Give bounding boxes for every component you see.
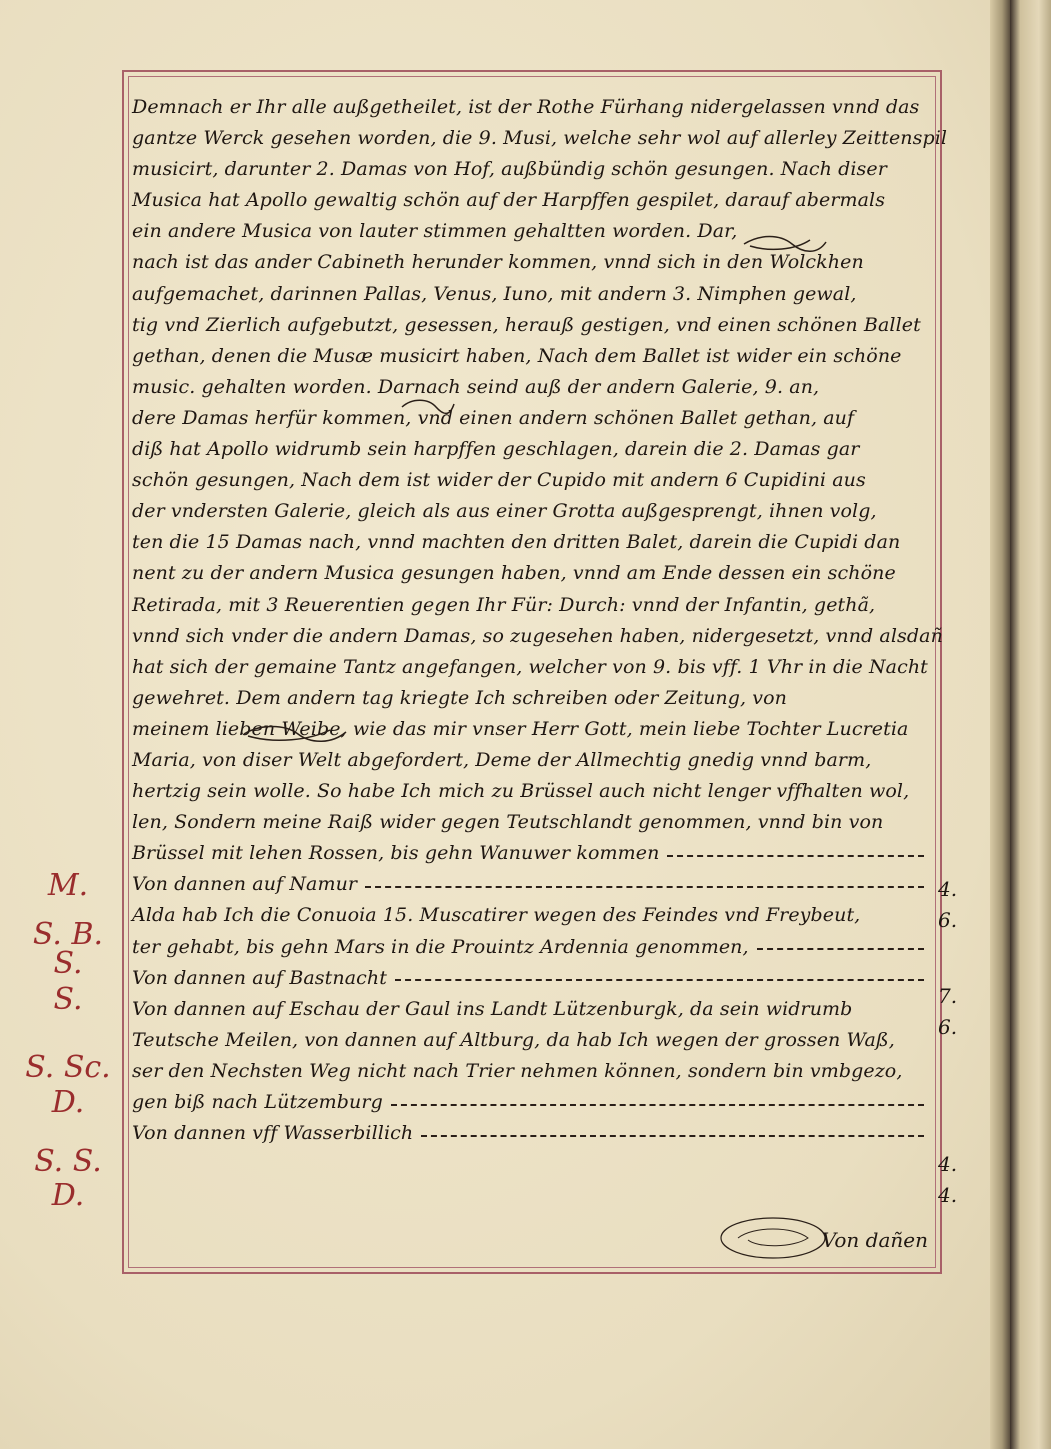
dash-leader xyxy=(667,855,924,857)
distance-line-text: Brüssel mit lehen Rossen, bis gehn Wanuwer kommen xyxy=(132,842,660,865)
text-line: ten die 15 Damas nach, vnnd machten den dritten Balet, darein die Cupidi dan xyxy=(132,531,901,554)
distance-line xyxy=(132,932,932,963)
mileage-number: 7. xyxy=(938,984,958,1008)
distance-line-text: ter gehabt, bis gehn Mars in die Prouintz Ardennia genommen, xyxy=(132,935,749,958)
margin-note: S. S. xyxy=(34,1144,102,1179)
text-line: nach ist das ander Cabineth herunder kommen, vnnd sich in den Wolckhen xyxy=(132,251,864,274)
catchword-text: Von dañen xyxy=(821,1228,928,1252)
dash-leader xyxy=(421,1135,924,1137)
margin-note: D. xyxy=(51,1178,85,1213)
margin-note: S. xyxy=(53,982,83,1017)
distance-line-text: ser den Nechsten Weg nicht nach Trier nehmen können, sondern bin vmbgezo, xyxy=(132,1059,903,1082)
distance-line xyxy=(132,1087,932,1118)
dash-leader xyxy=(757,948,924,950)
text-line: tig vnd Zierlich aufgebutzt, gesessen, herauß gestigen, vnd einen schönen Ballet xyxy=(132,313,921,336)
catchword xyxy=(718,1208,938,1268)
distance-line xyxy=(132,1118,932,1149)
margin-note: M. xyxy=(47,868,89,903)
text-line: aufgemachet, darinnen Pallas, Venus, Iuno, mit andern 3. Nimphen gewal, xyxy=(132,282,857,305)
text-line: gethan, denen die Musæ musicirt haben, Nach dem Ballet ist wider ein schöne xyxy=(132,344,902,367)
distance-line xyxy=(132,994,932,1025)
text-line: ein andere Musica von lauter stimmen gehaltten worden. Dar, xyxy=(132,220,738,243)
mileage-number: 6. xyxy=(938,1015,958,1039)
distance-line-text: Von dannen auf Eschau der Gaul ins Landt Lützenburgk, da sein widrumb xyxy=(132,997,853,1020)
distance-line xyxy=(132,838,932,869)
book-spine-shadow xyxy=(990,0,1010,1449)
mileage-number: 4. xyxy=(938,1152,958,1176)
flourish-ornament xyxy=(240,722,350,746)
distance-line xyxy=(132,1056,932,1087)
distance-line xyxy=(132,900,932,931)
margin-note: S. Sc. xyxy=(25,1050,111,1085)
distance-line-text: Von dannen auf Bastnacht xyxy=(132,966,387,989)
next-leaf-edge xyxy=(1010,0,1051,1449)
distance-line-text: Von dannen auf Namur xyxy=(132,873,358,896)
text-line: der vndersten Galerie, gleich als aus einer Grotta außgesprengt, ihnen volg, xyxy=(132,500,877,523)
distance-line-text: gen biß nach Lützemburg xyxy=(132,1091,383,1113)
text-line: Demnach er Ihr alle außgetheilet, ist der Rothe Fürhang nidergelassen vnnd das xyxy=(132,96,920,118)
margin-note: D. xyxy=(51,1085,85,1120)
text-line: meinem lieben Weibe, wie das mir vnser Herr Gott, mein liebe Tochter Lucretia xyxy=(132,717,909,740)
distance-line xyxy=(132,869,932,900)
text-line: musicirt, darunter 2. Damas von Hof, außbündig schön gesungen. Nach diser xyxy=(132,158,887,181)
text-line: gewehret. Dem andern tag kriegte Ich schreiben oder Zeitung, von xyxy=(132,686,788,709)
text-line: music. gehalten worden. Darnach seind auß der andern Galerie, 9. an, xyxy=(132,375,820,398)
text-line: hertzig sein wolle. So habe Ich mich zu Brüssel auch nicht lenger vffhalten wol, xyxy=(132,780,910,803)
margin-note: S. xyxy=(53,946,83,981)
dash-leader xyxy=(365,886,924,888)
mileage-number: 4. xyxy=(938,877,958,901)
text-line: dere Damas herfür kommen, vnd einen andern schönen Ballet gethan, auf xyxy=(132,406,855,429)
text-line: gantze Werck gesehen worden, die 9. Musi, welche sehr wol auf allerley Zeittenspil xyxy=(132,127,948,150)
text-line: nent zu der andern Musica gesungen haben, vnnd am Ende dessen ein schöne xyxy=(132,562,896,585)
text-line: vnnd sich vnder die andern Damas, so zugesehen haben, nidergesetzt, vnnd alsdañ xyxy=(132,624,943,647)
text-line: Retirada, mit 3 Reuerentien gegen Ihr Für: Durch: vnnd der Infantin, gethã, xyxy=(132,593,876,616)
flourish-ornament xyxy=(718,1208,828,1264)
margin-note: S. B. xyxy=(32,917,104,952)
text-line: Musica hat Apollo gewaltig schön auf der Harpffen gespilet, darauf abermals xyxy=(132,189,886,212)
mileage-number: 4. xyxy=(938,1183,958,1207)
text-line: Maria, von diser Welt abgefordert, Deme der Allmechtig gnedig vnnd barm, xyxy=(132,748,872,771)
flourish-ornament xyxy=(398,396,458,418)
text-line: diß hat Apollo widrumb sein harpffen geschlagen, darein die 2. Damas gar xyxy=(132,438,860,461)
text-line: schön gesungen, Nach dem ist wider der Cupido mit andern 6 Cupidini aus xyxy=(132,469,866,492)
flourish-ornament xyxy=(740,232,830,256)
distance-line-text: Alda hab Ich die Conuoia 15. Muscatirer wegen des Feindes vnd Freybeut, xyxy=(132,904,861,927)
mileage-number: 6. xyxy=(938,908,958,932)
dash-leader xyxy=(391,1104,924,1106)
text-line: len, Sondern meine Raiß wider gegen Teutschlandt genommen, vnnd bin von xyxy=(132,811,884,834)
distance-line-text: Von dannen vff Wasserbillich xyxy=(132,1122,414,1145)
distance-line xyxy=(132,1025,932,1056)
text-line: hat sich der gemaine Tantz angefangen, welcher von 9. bis vff. 1 Vhr in die Nacht xyxy=(132,655,928,678)
distance-line-text: Teutsche Meilen, von dannen auf Altburg, da hab Ich wegen der grossen Waß, xyxy=(132,1028,895,1051)
distance-line xyxy=(132,963,932,994)
dash-leader xyxy=(395,979,924,981)
